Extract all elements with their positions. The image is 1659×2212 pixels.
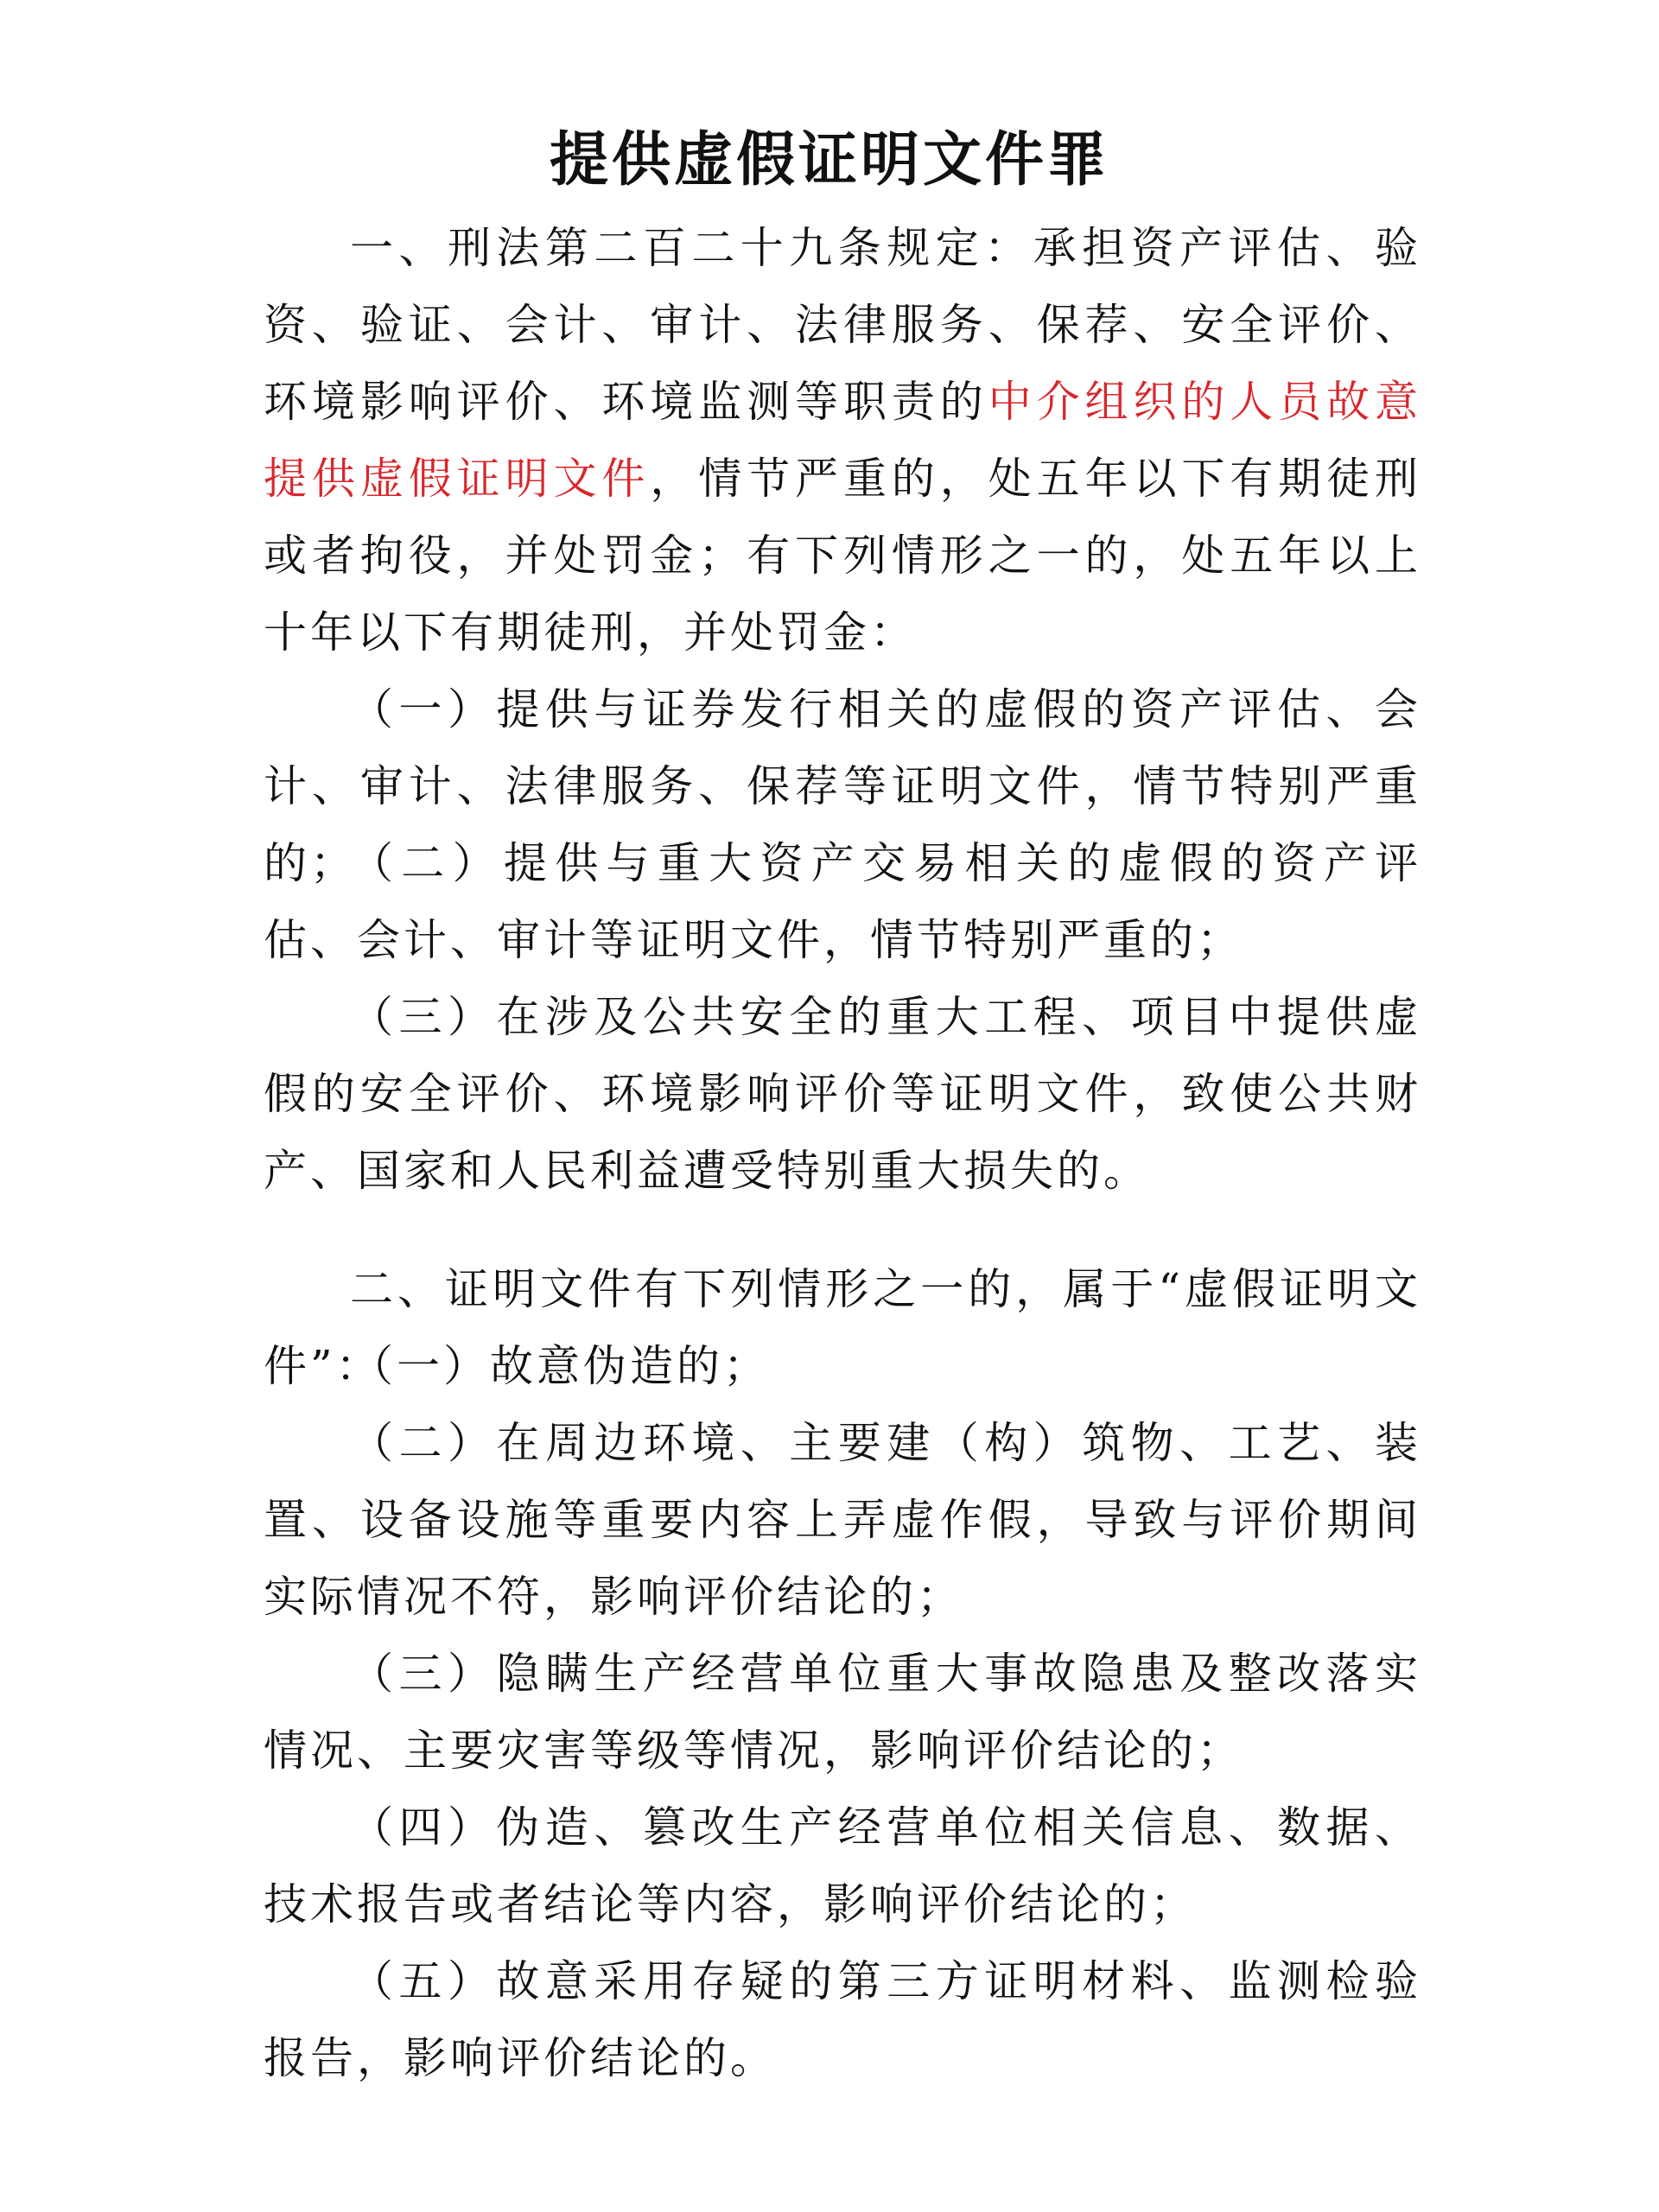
section-2-item: （一）故意伪造的； bbox=[350, 1341, 770, 1391]
section-1-highlight-text: 中介组织的人员故意提供虚假证明文件 bbox=[264, 377, 1422, 504]
section-1-intro-text: 一、刑法第二百二十九条规定：承担资产评估、验资、验证、会计、审计、法律服务、保荐、安全评价、环境影响评价、环境监测等职责的 bbox=[264, 223, 1421, 427]
section-1-continuation-text: ，情节严重的，处五年以下有期徒刑或者拘役，并处罚金；有下列情形之一的，处五年以上十年以下有期徒刑，并处罚金： bbox=[264, 454, 1422, 658]
section-2-item: （五）故意采用存疑的第三方证明材料、监测检验报告，影响评价结论的。 bbox=[264, 1956, 1421, 2083]
section-1-paragraph bbox=[264, 210, 1421, 671]
section-2-heading: 二、证明文件有下列情形之一的，属于“虚假证明文件”： bbox=[264, 1264, 1421, 1391]
section-2-item: （四）伪造、篡改生产经营单位相关信息、数据、技术报告或者结论等内容，影响评价结论的； bbox=[264, 1802, 1421, 1929]
section-2-item: （二）在周边环境、主要建（构）筑物、工艺、装置、设备设施等重要内容上弄虚作假，导致与评价期间实际情况不符，影响评价结论的； bbox=[264, 1418, 1421, 1622]
section-1-item: （三）在涉及公共安全的重大工程、项目中提供虚假的安全评价、环境影响评价等证明文件，致使公共财产、国家和人民利益遭受特别重大损失的。 bbox=[264, 992, 1421, 1196]
section-2-item: （三）隐瞒生产经营单位重大事故隐患及整改落实情况、主要灾害等级等情况，影响评价结论的； bbox=[264, 1649, 1421, 1776]
document-title: 提供虚假证明文件罪 bbox=[549, 125, 1109, 194]
section-1-item: （一）提供与证券发行相关的虚假的资产评估、会计、审计、法律服务、保荐等证明文件，情节特别严重的； bbox=[264, 684, 1421, 888]
section-1-item: （二）提供与重大资产交易相关的虚假的资产评估、会计、审计等证明文件，情节特别严重的； bbox=[264, 838, 1421, 965]
